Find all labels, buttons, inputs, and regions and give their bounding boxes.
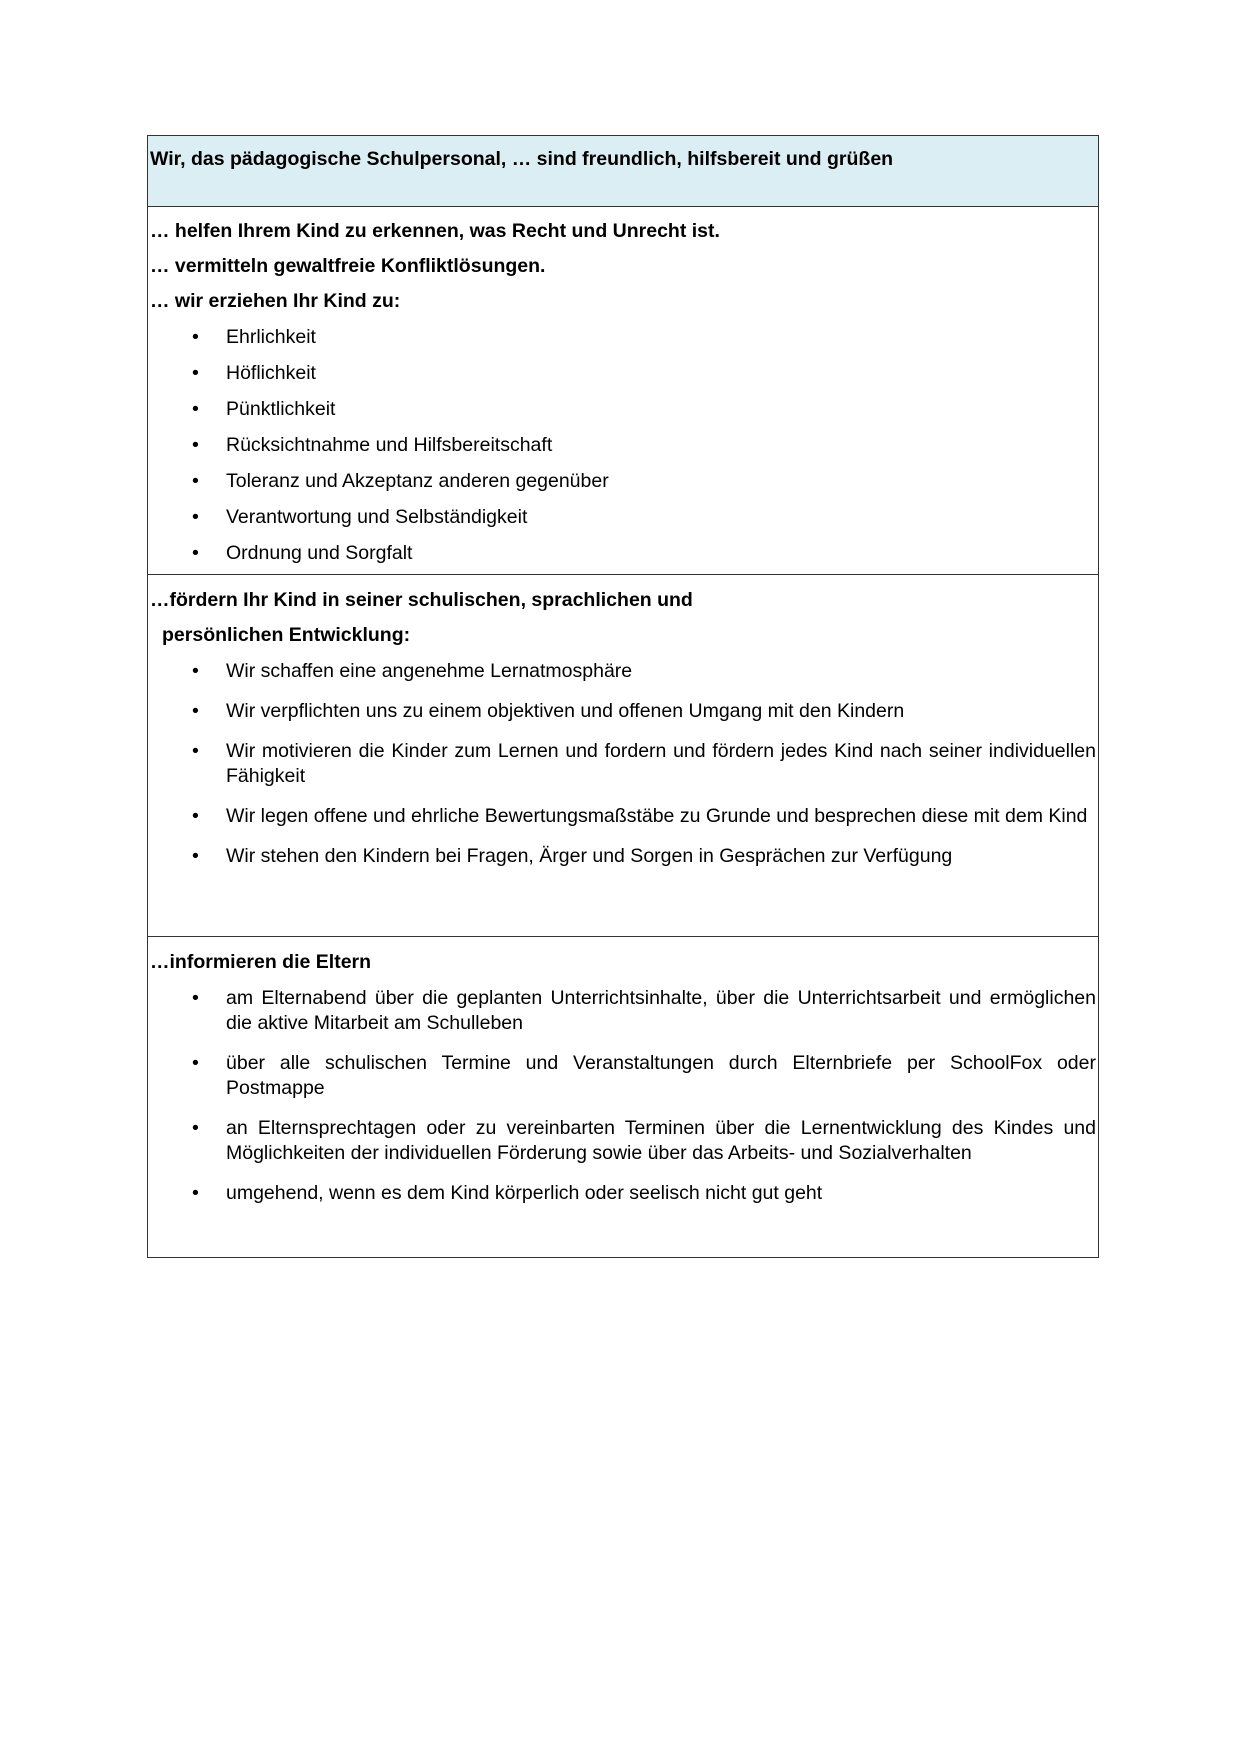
list-item-text: Wir stehen den Kindern bei Fragen, Ärger und Sorgen in Gesprächen zur Verfügung [226,845,953,867]
bullet-icon: • [192,660,199,682]
section-support [148,574,1098,936]
support-list [148,659,1098,869]
list-item-text: Ehrlichkeit [226,326,316,348]
values-list [148,319,1098,571]
bullet-icon: • [192,542,199,564]
table-header [148,136,1098,206]
list-item [148,986,1098,1036]
bullet-icon: • [192,740,199,762]
list-item-text: am Elternabend über die geplanten Unterrichtsinhalte, über die Unterrichtsarbeit und ermöglichen die aktive Mitarbeit am Schulleben [226,987,1096,1034]
list-item [148,499,1098,535]
list-item [148,1051,1098,1101]
list-item [148,463,1098,499]
bullet-icon: • [192,434,199,456]
section-heading: …fördern Ihr Kind in seiner schulischen, sprachlichen und [150,589,693,611]
bullet-icon: • [192,845,199,867]
list-item [148,844,1098,869]
bullet-icon: • [192,987,199,1009]
bullet-icon: • [192,1052,199,1074]
list-item [148,319,1098,355]
pledge-table [147,135,1099,1258]
list-item-text: an Elternsprechtagen oder zu vereinbarten Terminen über die Lernentwicklung des Kindes und Möglichkeiten der individuellen Förderung sowie über das Arbeits- und Sozialverhalten [226,1117,1096,1164]
section-education [148,206,1098,574]
bullet-icon: • [192,1182,199,1204]
list-item [148,355,1098,391]
list-item-text: Wir legen offene und ehrliche Bewertungsmaßstäbe zu Grunde und besprechen diese mit dem Kind [226,805,1088,827]
bullet-icon: • [192,398,199,420]
section-heading: …informieren die Eltern [150,951,372,973]
list-item-text: Wir schaffen eine angenehme Lernatmosphäre [226,660,633,682]
list-item-text: umgehend, wenn es dem Kind körperlich oder seelisch nicht gut geht [226,1182,823,1204]
bullet-icon: • [192,362,199,384]
list-item [148,699,1098,724]
list-item-text: Höflichkeit [226,362,316,384]
list-item [148,391,1098,427]
bullet-icon: • [192,700,199,722]
section-inform-parents [148,936,1098,1257]
inform-list [148,986,1098,1206]
list-item-text: Toleranz und Akzeptanz anderen gegenüber [226,470,609,492]
section-line: … vermitteln gewaltfreie Konfliktlösungen. [150,255,546,277]
bullet-icon: • [192,470,199,492]
bullet-icon: • [192,506,199,528]
bullet-icon: • [192,1117,199,1139]
list-item-text: Wir verpflichten uns zu einem objektiven und offenen Umgang mit den Kindern [226,700,905,722]
bullet-icon: • [192,326,199,348]
list-item [148,427,1098,463]
list-item-text: Wir motivieren die Kinder zum Lernen und fordern und fördern jedes Kind nach seiner individuellen Fähigkeit [226,740,1096,787]
bullet-icon: • [192,805,199,827]
list-item [148,1181,1098,1206]
section-line: … helfen Ihrem Kind zu erkennen, was Recht und Unrecht ist. [150,220,720,242]
section-heading-continued: persönlichen Entwicklung: [162,624,411,646]
list-item [148,1116,1098,1166]
list-item [148,659,1098,684]
section-line: … wir erziehen Ihr Kind zu: [150,290,401,312]
list-item [148,804,1098,829]
list-item [148,739,1098,789]
list-item-text: über alle schulischen Termine und Veranstaltungen durch Elternbriefe per SchoolFox oder Postmappe [226,1052,1096,1099]
list-item-text: Verantwortung und Selbständigkeit [226,506,528,528]
list-item-text: Ordnung und Sorgfalt [226,542,413,564]
list-item [148,535,1098,571]
header-text: Wir, das pädagogische Schulpersonal, … sind freundlich, hilfsbereit und grüßen [150,148,894,170]
list-item-text: Rücksichtnahme und Hilfsbereitschaft [226,434,553,456]
list-item-text: Pünktlichkeit [226,398,336,420]
